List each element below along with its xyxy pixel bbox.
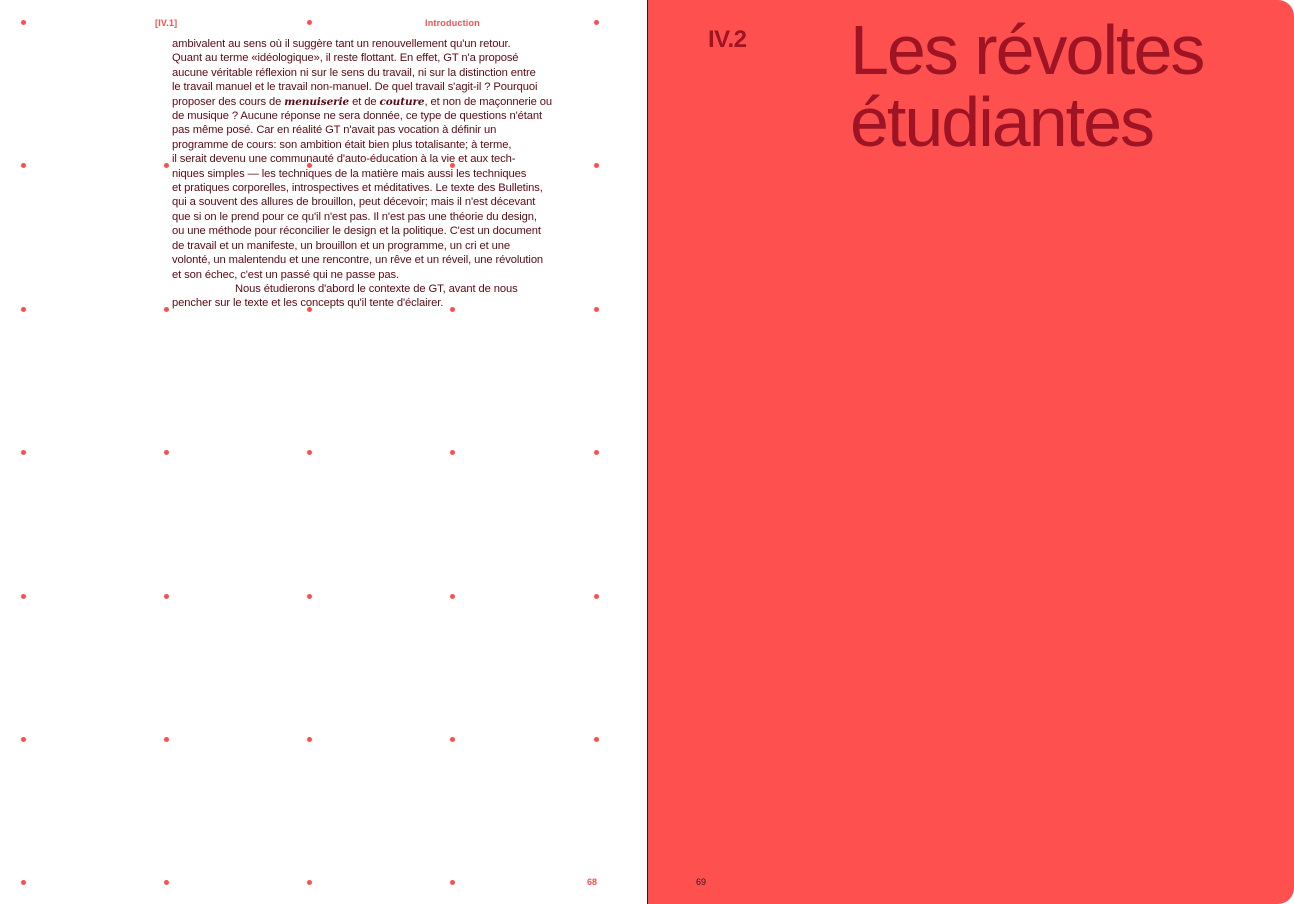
grid-dot <box>594 594 599 599</box>
grid-dot <box>164 737 169 742</box>
grid-dot <box>21 594 26 599</box>
text-line: ambivalent au sens où il suggère tant un renouvellement qu'un retour. <box>172 38 511 50</box>
chapter-title-line: Les révoltes <box>850 11 1204 89</box>
text-line-mixed <box>172 95 592 109</box>
grid-dot <box>21 307 26 312</box>
running-head-section: [IV.1] <box>155 18 178 28</box>
grid-dot <box>450 594 455 599</box>
running-head-title: Introduction <box>425 18 480 28</box>
grid-dot <box>21 880 26 885</box>
grid-dot <box>450 737 455 742</box>
grid-dot <box>307 450 312 455</box>
text-fragment: proposer des cours de <box>172 95 285 108</box>
grid-dot <box>307 594 312 599</box>
page-number-left: 68 <box>587 877 598 887</box>
grid-dot <box>164 163 169 168</box>
text-line: et pratiques corporelles, introspectives et méditatives. Le texte des Bulletins, <box>172 182 543 195</box>
text-line: ou une méthode pour réconcilier le design et la politique. C'est un document <box>172 225 541 238</box>
grid-dot <box>164 307 169 312</box>
grid-dot <box>21 20 26 25</box>
text-line: pencher sur le texte et les concepts qu'il tente d'éclairer. <box>172 297 444 310</box>
text-line: de travail et un manifeste, un brouillon et un programme, un cri et une <box>172 239 511 252</box>
emphasis-menuiserie: menuiserie <box>284 95 350 108</box>
text-line: programme de cours: son ambition était bien plus totalisante; à terme, <box>172 138 512 151</box>
grid-dot <box>164 880 169 885</box>
text-line: le travail manuel et le travail non-manuel. De quel travail s'agit-il ? Pourquoi <box>172 81 538 94</box>
grid-dot <box>21 163 26 168</box>
text-fragment: , et non de maçonnerie ou <box>424 95 553 108</box>
text-line: que si on le prend pour ce qu'il n'est pas. Il n'est pas une théorie du design, <box>172 210 537 223</box>
grid-dot <box>594 450 599 455</box>
grid-dot <box>307 880 312 885</box>
emphasis-couture: couture <box>379 95 425 108</box>
grid-dot <box>21 450 26 455</box>
text-line: et son échec, c'est un passé qui ne passe pas. <box>172 268 400 281</box>
text-line: niques simples — les techniques de la matière mais aussi les techniques <box>172 167 527 180</box>
text-line: pas même posé. Car en réalité GT n'avait pas vocation à définir un <box>172 124 497 137</box>
body-text <box>172 37 592 311</box>
grid-dot <box>21 737 26 742</box>
chapter-number: IV.2 <box>708 26 747 53</box>
grid-dot <box>164 594 169 599</box>
grid-dot <box>450 450 455 455</box>
grid-dot <box>594 20 599 25</box>
chapter-title-line: étudiantes <box>850 83 1154 161</box>
text-line: il serait devenu une communauté d'auto-éducation à la vie et aux tech- <box>172 153 516 166</box>
text-fragment: et de <box>349 95 380 108</box>
grid-dot <box>594 307 599 312</box>
grid-dot <box>164 450 169 455</box>
page-number-right: 69 <box>696 877 707 887</box>
grid-dot <box>594 737 599 742</box>
grid-dot <box>450 880 455 885</box>
text-line: Quant au terme «idéologique», il reste flottant. En effet, GT n'a proposé <box>172 52 519 65</box>
text-line-indented: Nous étudierons d'abord le contexte de GT, avant de nous <box>235 282 518 295</box>
grid-dot <box>307 20 312 25</box>
text-line: volonté, un malentendu et une rencontre, un rêve et un réveil, une révolution <box>172 254 544 267</box>
text-line: qui a souvent des allures de brouillon, peut décevoir; mais il n'est décevant <box>172 196 536 209</box>
grid-dot <box>594 163 599 168</box>
text-line: aucune véritable réflexion ni sur le sens du travail, ni sur la distinction entre <box>172 66 536 79</box>
text-line: de musique ? Aucune réponse ne sera donnée, ce type de questions n'étant <box>172 110 542 123</box>
grid-dot <box>307 737 312 742</box>
chapter-title <box>850 11 1280 161</box>
